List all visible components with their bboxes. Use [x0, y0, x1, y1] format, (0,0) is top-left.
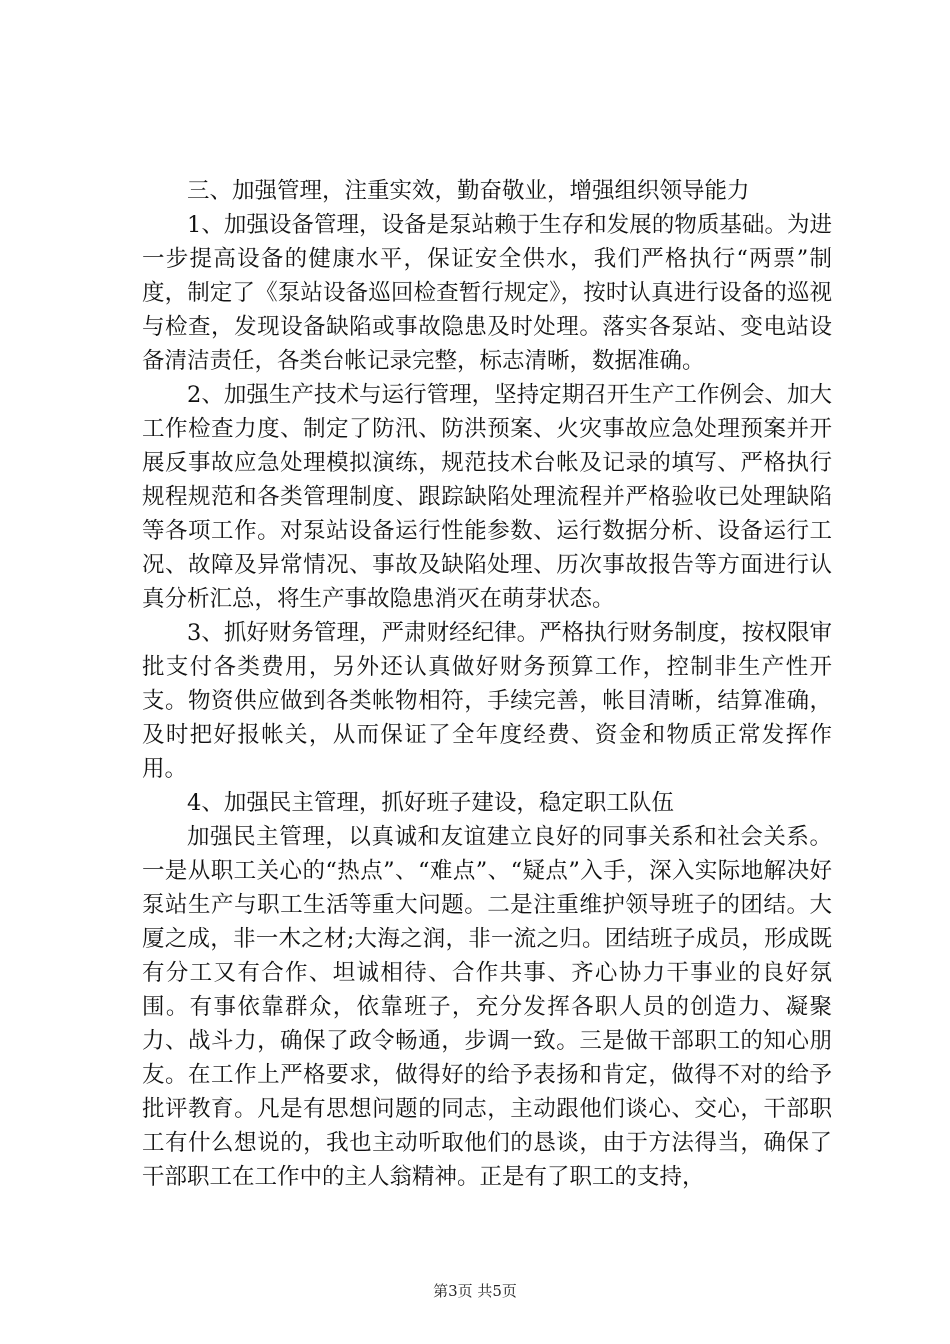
page-number: 第3页 共5页: [433, 1282, 517, 1300]
paragraph-equipment-management: 1、加强设备管理，设备是泵站赖于生存和发展的物质基础。为进一步提高设备的健康水平，保证安全供水，我们严格执行“两票”制度，制定了《泵站设备巡回检查暂行规定》，按时认真进行设备的巡视与检查，发现设备缺陷或事故隐患及时处理。落实各泵站、变电站设备清洁责任，各类台帐记录完整，标志清晰，数据准确。: [142, 212, 832, 374]
paragraph-financial-management: 3、抓好财务管理，严肃财经纪律。严格执行财务制度，按权限审批支付各类费用，另外还认真做好财务预算工作，控制非生产性开支。物资供应做到各类帐物相符，手续完善，帐目清晰，结算准确，及时把好报帐关，从而保证了全年度经费、资金和物质正常发挥作用。: [142, 620, 832, 782]
section-heading: 三、加强管理，注重实效，勤奋敬业，增强组织领导能力: [187, 178, 750, 204]
paragraph-democratic-management-heading: 4、加强民主管理，抓好班子建设，稳定职工队伍: [187, 790, 674, 816]
paragraph-democratic-management: 加强民主管理，以真诚和友谊建立良好的同事关系和社会关系。一是从职工关心的“热点”、“难点”、“疑点”入手，深入实际地解决好泵站生产与职工生活等重大问题。二是注重维护领导班子的团结。大厦之成，非一木之材;大海之润，非一流之归。团结班子成员，形成既有分工又有合作、坦诚相待、合作共事、齐心协力干事业的良好氛围。有事依靠群众，依靠班子，充分发挥各职人员的创造力、凝聚力、战斗力，确保了政令畅通，步调一致。三是做干部职工的知心朋友。在工作上严格要求，做得好的给予表扬和肯定，做得不对的给予批评教育。凡是有思想问题的同志，主动跟他们谈心、交心，干部职工有什么想说的，我也主动听取他们的恳谈，由于方法得当，确保了干部职工在工作中的主人翁精神。正是有了职工的支持，: [142, 824, 832, 1190]
paragraph-production-management: 2、加强生产技术与运行管理，坚持定期召开生产工作例会、加大工作检查力度、制定了防汛、防洪预案、火灾事故应急处理预案并开展反事故应急处理模拟演练，规范技术台帐及记录的填写、严格执行规程规范和各类管理制度、跟踪缺陷处理流程并严格验收已处理缺陷等各项工作。对泵站设备运行性能参数、运行数据分析、设备运行工况、故障及异常情况、事故及缺陷处理、历次事故报告等方面进行认真分析汇总，将生产事故隐患消灭在萌芽状态。: [142, 382, 832, 612]
document-body: [142, 174, 832, 1194]
